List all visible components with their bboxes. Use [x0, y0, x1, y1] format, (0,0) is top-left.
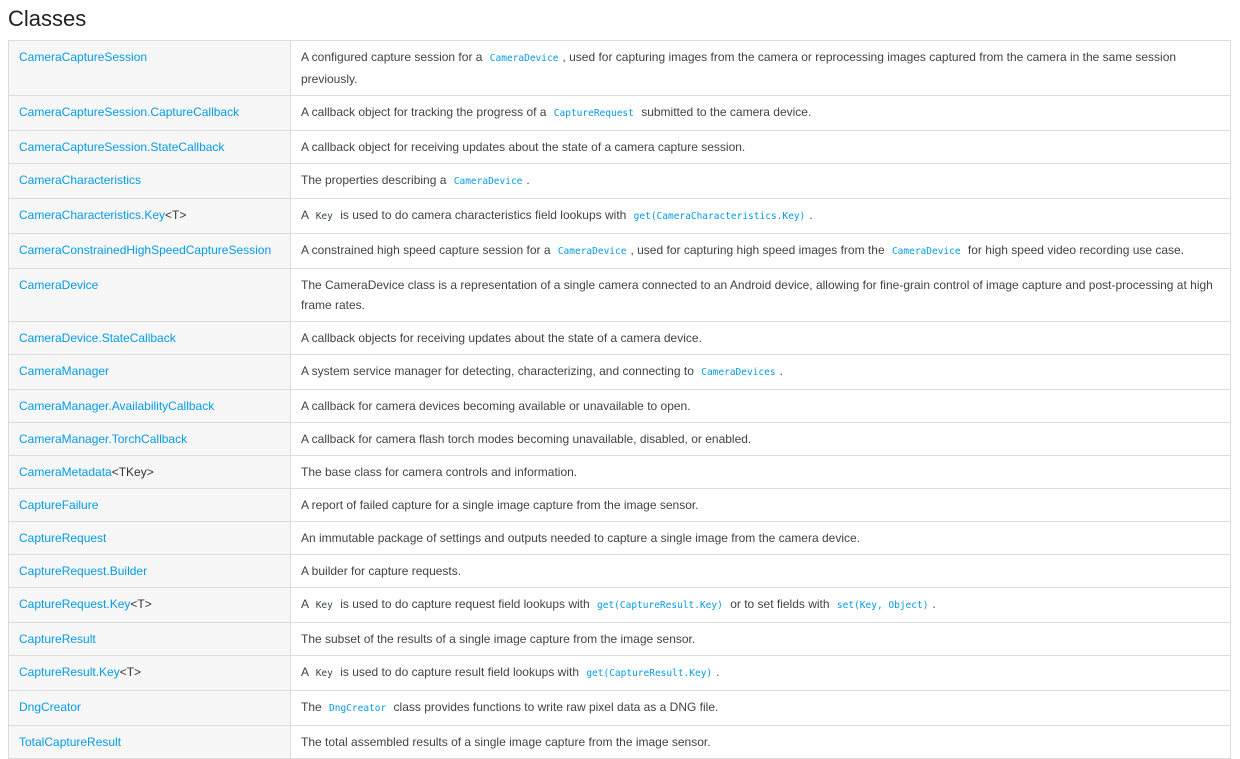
code-link[interactable]: DngCreator	[329, 703, 387, 714]
code-link[interactable]: CameraDevice	[453, 176, 523, 187]
class-name-cell	[9, 164, 291, 199]
code-link[interactable]: CameraDevice	[489, 53, 559, 64]
class-description-cell	[291, 522, 1231, 555]
inline-code: Key	[315, 668, 333, 679]
class-name-cell	[9, 691, 291, 726]
table-row	[9, 489, 1231, 522]
class-description-cell	[291, 131, 1231, 164]
class-name-link[interactable]: CameraConstrainedHighSpeedCaptureSession	[19, 243, 272, 257]
class-name-link[interactable]: TotalCaptureResult	[19, 735, 122, 749]
code-link[interactable]: get(CameraCharacteristics.Key)	[633, 211, 806, 222]
description-text: or to set fields with	[726, 597, 833, 611]
class-description-cell	[291, 322, 1231, 355]
description-text: The	[301, 700, 326, 714]
class-name-link[interactable]: CameraMetadata	[19, 465, 112, 479]
class-description-cell	[291, 390, 1231, 423]
class-name-cell	[9, 555, 291, 588]
class-name-cell	[9, 522, 291, 555]
class-name-link[interactable]: CaptureResult	[19, 632, 96, 646]
table-row	[9, 164, 1231, 199]
class-name-link[interactable]: DngCreator	[19, 700, 82, 714]
class-name-link[interactable]: CameraCaptureSession.CaptureCallback	[19, 105, 240, 119]
description-text: .	[526, 173, 530, 187]
class-name-link[interactable]: CameraCharacteristics.Key	[19, 208, 166, 222]
description-text: A system service manager for detecting, characterizing, and connecting to	[301, 364, 698, 378]
description-text: .	[809, 208, 813, 222]
class-description-cell	[291, 623, 1231, 656]
type-parameter: <TKey>	[111, 465, 154, 479]
description-text: A callback object for receiving updates about the state of a camera capture session.	[301, 140, 746, 154]
class-description-cell	[291, 656, 1231, 691]
class-description-cell	[291, 355, 1231, 390]
class-name-link[interactable]: CameraDevice.StateCallback	[19, 331, 176, 345]
class-description-cell	[291, 588, 1231, 623]
table-row	[9, 423, 1231, 456]
class-name-cell	[9, 322, 291, 355]
class-name-link[interactable]: CameraCaptureSession.StateCallback	[19, 140, 225, 154]
class-name-link[interactable]: CameraCaptureSession	[19, 50, 148, 64]
class-name-cell	[9, 456, 291, 489]
classes-table	[8, 40, 1231, 759]
description-text: for high speed video recording use case.	[964, 243, 1185, 257]
class-description-cell	[291, 555, 1231, 588]
table-row	[9, 522, 1231, 555]
code-link[interactable]: CameraDevice	[557, 246, 627, 257]
description-text: .	[779, 364, 783, 378]
description-text: A configured capture session for a	[301, 50, 486, 64]
class-description-cell	[291, 199, 1231, 234]
description-text: A builder for capture requests.	[301, 564, 462, 578]
table-row	[9, 726, 1231, 759]
class-name-link[interactable]: CaptureRequest.Builder	[19, 564, 148, 578]
description-text: is used to do capture request field lookups with	[336, 597, 594, 611]
description-text: A constrained high speed capture session for a	[301, 243, 554, 257]
section-heading: Classes	[8, 6, 87, 31]
description-text: A	[301, 597, 312, 611]
table-row	[9, 355, 1231, 390]
class-name-cell	[9, 355, 291, 390]
class-description-cell	[291, 423, 1231, 456]
description-text: A callback for camera devices becoming available or unavailable to open.	[301, 399, 691, 413]
description-text: An immutable package of settings and outputs needed to capture a single image from the camera device.	[301, 531, 860, 545]
page	[0, 6, 1240, 759]
description-text: A callback for camera flash torch modes becoming unavailable, disabled, or enabled.	[301, 432, 752, 446]
class-description-cell	[291, 41, 1231, 96]
class-description-cell	[291, 456, 1231, 489]
description-text: A report of failed capture for a single image capture from the image sensor.	[301, 498, 699, 512]
table-row	[9, 322, 1231, 355]
class-name-cell	[9, 423, 291, 456]
class-name-link[interactable]: CameraManager	[19, 364, 110, 378]
class-name-link[interactable]: CameraManager.AvailabilityCallback	[19, 399, 215, 413]
table-row	[9, 623, 1231, 656]
class-name-link[interactable]: CaptureRequest	[19, 531, 107, 545]
description-text: A	[301, 665, 312, 679]
classes-table-body	[9, 41, 1231, 759]
code-link[interactable]: get(CaptureResult.Key)	[597, 600, 723, 611]
class-name-cell	[9, 390, 291, 423]
type-parameter: <T>	[165, 208, 187, 222]
description-text: is used to do camera characteristics field lookups with	[336, 208, 630, 222]
table-row	[9, 41, 1231, 96]
description-text: The CameraDevice class is a representation of a single camera connected to an Android device, allowing for fine-grain control of image capture and post-processing at high frame rates.	[301, 278, 1213, 312]
inline-code: Key	[315, 600, 333, 611]
class-name-link[interactable]: CaptureRequest.Key	[19, 597, 131, 611]
description-text: The base class for camera controls and information.	[301, 465, 578, 479]
table-row	[9, 269, 1231, 322]
table-row	[9, 234, 1231, 269]
table-row	[9, 656, 1231, 691]
class-name-cell	[9, 588, 291, 623]
description-text: The properties describing a	[301, 173, 450, 187]
class-name-link[interactable]: CameraManager.TorchCallback	[19, 432, 188, 446]
class-name-link[interactable]: CaptureFailure	[19, 498, 99, 512]
description-text: The total assembled results of a single image capture from the image sensor.	[301, 735, 711, 749]
description-text: , used for capturing images from the camera or reprocessing images captured from the camera in the same session previously.	[301, 50, 1177, 86]
class-name-cell	[9, 623, 291, 656]
code-link[interactable]: CameraDevices	[701, 367, 776, 378]
class-name-cell	[9, 41, 291, 96]
class-description-cell	[291, 164, 1231, 199]
description-text: The subset of the results of a single image capture from the image sensor.	[301, 632, 696, 646]
code-link[interactable]: set(Key, Object)	[836, 600, 929, 611]
table-row	[9, 199, 1231, 234]
description-text: .	[716, 665, 720, 679]
table-row	[9, 555, 1231, 588]
class-name-cell	[9, 131, 291, 164]
class-name-cell	[9, 199, 291, 234]
table-row	[9, 131, 1231, 164]
class-description-cell	[291, 96, 1231, 131]
description-text: A	[301, 208, 312, 222]
class-description-cell	[291, 691, 1231, 726]
class-name-link[interactable]: CaptureResult.Key	[19, 665, 120, 679]
class-name-cell	[9, 96, 291, 131]
description-text: A callback objects for receiving updates about the state of a camera device.	[301, 331, 702, 345]
class-name-cell	[9, 489, 291, 522]
description-text: A callback object for tracking the progress of a	[301, 105, 550, 119]
table-row	[9, 96, 1231, 131]
class-name-cell	[9, 234, 291, 269]
class-name-cell	[9, 726, 291, 759]
inline-code: Key	[315, 211, 333, 222]
class-name-link[interactable]: CameraDevice	[19, 278, 99, 292]
description-text: is used to do capture result field lookups with	[336, 665, 583, 679]
code-link[interactable]: CameraDevice	[891, 246, 961, 257]
code-link[interactable]: get(CaptureResult.Key)	[586, 668, 713, 679]
table-row	[9, 588, 1231, 623]
description-text: class provides functions to write raw pixel data as a DNG file.	[390, 700, 719, 714]
type-parameter: <T>	[130, 597, 152, 611]
class-name-link[interactable]: CameraCharacteristics	[19, 173, 142, 187]
table-row	[9, 456, 1231, 489]
description-text: , used for capturing high speed images from the	[630, 243, 888, 257]
class-name-cell	[9, 269, 291, 322]
table-row	[9, 390, 1231, 423]
class-description-cell	[291, 234, 1231, 269]
description-text: .	[932, 597, 936, 611]
class-description-cell	[291, 726, 1231, 759]
table-row	[9, 691, 1231, 726]
class-name-cell	[9, 656, 291, 691]
type-parameter: <T>	[119, 665, 142, 679]
description-text: submitted to the camera device.	[637, 105, 812, 119]
code-link[interactable]: CaptureRequest	[553, 108, 634, 119]
class-description-cell	[291, 489, 1231, 522]
class-description-cell	[291, 269, 1231, 322]
